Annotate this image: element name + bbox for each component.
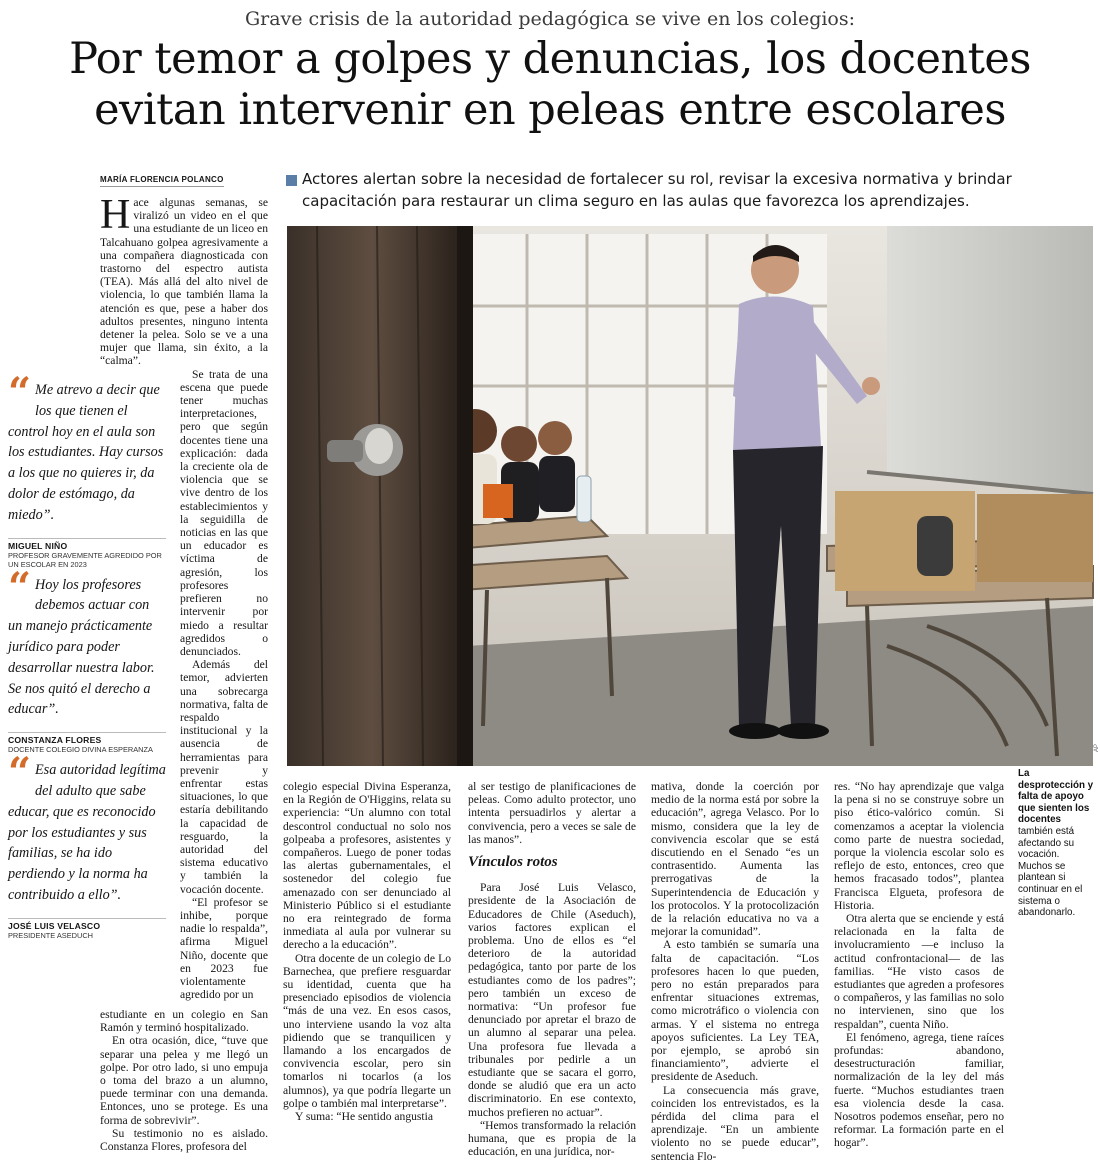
- paragraph: Otra alerta que se enciende y está relacionada en la falta de involucramiento —e incluso la actitud confrontacional— de las familias. “He visto casos de estudiantes que agreden a profesores o compañeros, y las familias no solo no intervienen, sino que los respaldan”, cuenta Niño.: [834, 912, 1004, 1031]
- paragraph: ace algunas semanas, se viralizó un video en el que una estudiante de un liceo en Talcahuano golpea agresivamente a una compañera diagnosticada con trastorno del espectro autista (TEA). Más allá del alto nivel de violencia, lo que también llama la atención es que, pese a haber dos adultos presentes, ninguno intenta detener la pelea. Solo se ve a una mujer que llama, sin éxito, a la “calma”.: [100, 196, 268, 368]
- body-column-5: [834, 780, 1004, 1158]
- classroom-photo-illustration: [287, 226, 1093, 766]
- photo-credit: AP: [1094, 743, 1100, 752]
- kicker: Grave crisis de la autoridad pedagógica se vive en los colegios:: [244, 8, 856, 30]
- paragraph: estudiante en un colegio en San Ramón y terminó hospitalizado.: [100, 1008, 268, 1035]
- lead-text: Actores alertan sobre la necesidad de fortalecer su rol, revisar la excesiva normativa y brindar capacitación para restaurar un clima seguro en las aulas que favorezca los aprendizajes.: [302, 170, 1012, 210]
- body-column-4: [651, 780, 819, 1163]
- pull-quote: [8, 369, 166, 569]
- byline: MARÍA FLORENCIA POLANCO: [100, 175, 224, 187]
- pull-quotes: [8, 369, 166, 946]
- lead-paragraph: [288, 168, 1088, 212]
- classroom-photo: [287, 226, 1093, 766]
- paragraph: Su testimonio no es aislado. Constanza Flores, profesora del: [100, 1126, 268, 1154]
- headline: [0, 34, 1100, 136]
- quote-text: Me atrevo a decir que los que tienen el control hoy en el aula son los estudiantes. Hay cursos a los que no quieres ir, da dolor de estómago, da miedo”.: [8, 382, 164, 523]
- paragraph: “El profesor se inhibe, porque nadie lo respalda”, afirma Miguel Niño, docente que en 2023 fue violentamente agredido por un: [180, 895, 268, 1002]
- quote-mark-icon: “: [8, 749, 32, 797]
- paragraph: Se trata de una escena que puede tener muchas interpretaciones, pero que según docentes tiene una explicación: dada la creciente ola de violencia que se vive dentro de los establecimientos y la seguidilla de noticias en las que un educador es víctima de agresión, los profesores prefieren no intervenir por miedo a resultar agredidos o denunciados.: [180, 367, 268, 658]
- paragraph: al ser testigo de planificaciones de peleas. Como adulto protector, uno intenta persuadirlos y alertar a convivencia, pero a veces se sale de las manos”.: [468, 780, 636, 846]
- quote-text: Esa autoridad legítima del adulto que sabe educar, que es reconocido por los estudiantes y sus familias, se ha ido perdiendo y la norma ha contribuido a ello”.: [8, 762, 166, 903]
- quote-text: Hoy los profesores debemos actuar con un manejo prácticamente jurídico para poder desarrollar nuestra labor. Se nos quitó el derecho a educar”.: [8, 576, 155, 718]
- paragraph: El fenómeno, agrega, tiene raíces profundas: abandono, desestructuración familiar, normalización de la ley del más fuerte. “Muchos estudiantes traen esa violencia desde la casa. Nosotros podemos enseñar, pero no reformar. La formación parte en el hogar”.: [834, 1030, 1004, 1150]
- paragraph: colegio especial Divina Esperanza, en la Región de O'Higgins, relata su experiencia: “Un alumno con total descontrol conductual no solo nos golpeaba a profesores, asistentes y compañeros. Luego de poner todas las alertas gubernamentales, el sostenedor del colegio fue amenazado con ser denunciado al Ministerio Público si el estudiante no era reintegrado de forma inmediata al aula por vulnerar su derecho a la educación”.: [283, 780, 451, 952]
- quote-role: DOCENTE COLEGIO DIVINA ESPERANZA: [8, 745, 153, 755]
- photo-caption: [1018, 768, 1096, 919]
- paragraph: Y suma: “He sentido angustia: [295, 1110, 434, 1124]
- paragraph: Además del temor, advierten una sobrecarga normativa, falta de respaldo institucional y la ausencia de herramientas para prevenir y enfrentar estas situaciones, lo que estaría debilitando la capacidad de resguardo, la autoridad del sistema educativo y también la vocación docente.: [180, 658, 268, 896]
- headline-line-2: evitan intervenir en peleas entre escolares: [94, 85, 1006, 135]
- paragraph: A esto también se sumaría una falta de capacitación. “Los profesores hacen lo que pueden, pero no están preparados para enfrentar situaciones extremas, como microtráfico o violencia con armas. Y el sistema no entrega apoyos suficientes. La Ley TEA, por ejemplo, se aprobó sin financiamiento”, advierte el presidente de Aseduch.: [651, 938, 819, 1084]
- paragraph: En otra ocasión, dice, “tuve que separar una pelea y me llegó un golpe. Por otro lado, si uno empuja o toma del brazo a un alumno, puede terminar con una demanda. Entonces, uno se protege. Es una forma de sobrevivir”.: [100, 1034, 268, 1127]
- paragraph: Otra docente de un colegio de Lo Barnechea, que prefiere resguardar su identidad, cuenta que ha presenciado episodios de violencia “más de una vez. En esos casos, uno interviene usando la voz alta pidiendo que se tranquilicen y llamando a los encargados de convivencia escolar, pero sin tomarlos ni tocarlos (a los alumnos), ya que podría llegarte un golpe o también mal interpretarse”.: [283, 951, 451, 1110]
- caption-bold: La desprotección y falta de apoyo que sienten los docentes: [1018, 768, 1094, 826]
- paragraph: Para José Luis Velasco, presidente de la Asociación de Educadores de Chile (Aseduch), varios factores explican el problema. Uno de ellos es “el deterioro de la autoridad pedagógica, tanto por parte de los estudiantes como de los padres”; pero también un exceso de normativa: “Un profesor fue denunciado por apretar el brazo de un alumno al separar una pelea. Una profesora fue llevada a tribunales por pedirle a un estudiante que se sacara el gorro, donde se aludió que era un acto discriminatorio. En ese contexto, muchos prefieren no actuar”.: [468, 881, 636, 1119]
- paragraph: La consecuencia más grave, coinciden los entrevistados, es la pérdida del clima para el aprendizaje. “En un ambiente violento no se puede educar”, sentencia Flo-: [651, 1083, 819, 1163]
- paragraph: “Hemos transformado la relación humana, que es propia de la educación, en una jurídica, nor-: [468, 1118, 636, 1159]
- quote-mark-icon: “: [8, 369, 32, 416]
- headline-line-1: Por temor a golpes y denuncias, los docentes: [69, 34, 1031, 84]
- quote-mark-icon: “: [8, 563, 32, 611]
- quote-author: CONSTANZA FLORES: [8, 732, 166, 745]
- body-column-2: [283, 780, 451, 1158]
- pull-quote: [8, 563, 166, 755]
- body-column-3: [468, 780, 636, 1158]
- subheading: Vínculos rotos: [468, 854, 558, 871]
- paragraph: mativa, donde la coerción por medio de la norma está por sobre la educación”, agrega Velasco. Por lo mismo, considera que la ley de convivencia escolar que se está discutiendo en el Senado “es un contrasentido. Aumenta las prerrogativas de la Superintendencia de Educación y los protocolos. Y la protocolización de la relación educativa no va a mejorar la comunidad”.: [651, 780, 819, 939]
- quote-role: PROFESOR GRAVEMENTE AGREDIDO POR UN ESCOLAR EN 2023: [8, 550, 162, 569]
- quote-author: JOSÉ LUIS VELASCO: [8, 918, 166, 931]
- caption-text: también está afectando su vocación. Muchos se plantean si continuar en el sistema o abandonarlo.: [1018, 825, 1083, 919]
- quote-author: MIGUEL NIÑO: [8, 538, 166, 551]
- dropcap: H: [100, 192, 131, 238]
- quote-role: PRESIDENTE ASEDUCH: [8, 930, 94, 940]
- body-column-1-bottom: [100, 1008, 268, 1156]
- paragraph: res. “No hay aprendizaje que valga la pena si no se construye sobre un piso ético-valórico común. Si comenzamos a aceptar la violencia como parte de nuestra sociedad, porque la violencia escolar solo es reflejo de esto, entonces, creo que hemos fracasado todos”, plantea Francisca Elgueta, profesora de Historia.: [834, 780, 1004, 912]
